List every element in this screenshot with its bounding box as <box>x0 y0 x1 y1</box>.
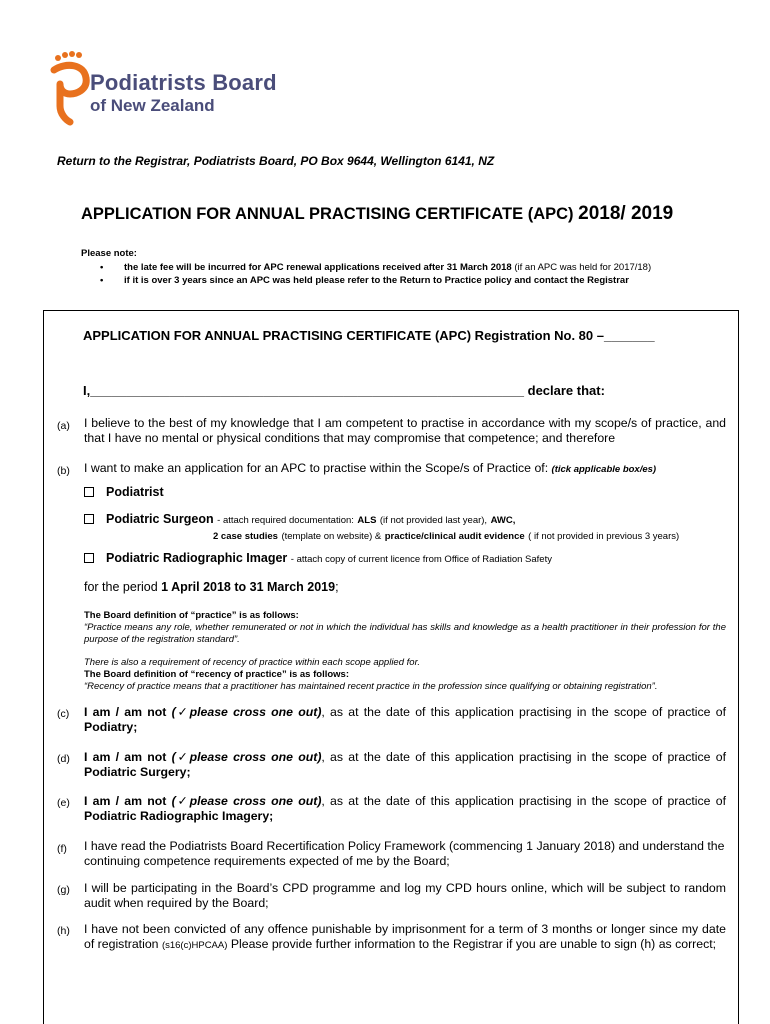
item-label-f: (f) <box>57 843 67 855</box>
surgeon-awc: AWC, <box>490 515 516 526</box>
am-am-not-c[interactable]: I am / am not <box>84 705 167 719</box>
item-label-d: (d) <box>57 753 70 765</box>
scope-text: , as at the date of this application practising in the scope of practice of <box>321 750 726 764</box>
period-line <box>84 580 339 594</box>
cross-note: (✓please cross one out) <box>171 750 322 764</box>
am-am-not-d[interactable]: I am / am not <box>84 750 167 764</box>
podiatrist-checkbox[interactable] <box>84 487 94 497</box>
surgeon-audit: practice/clinical audit evidence <box>384 531 525 542</box>
period-dates: 1 April 2018 to 31 March 2019 <box>161 580 336 594</box>
title-years: 2018/ 2019 <box>578 203 674 224</box>
cross-note: (✓please cross one out) <box>171 794 322 808</box>
item-h-ref: (s16(c)HPCAA) <box>161 940 228 951</box>
def-practice-heading: The Board definition of “practice” is as follows: <box>84 610 299 621</box>
scope-podiatry: Podiatry; <box>84 720 138 734</box>
surgeon-note: (if not provided last year), <box>379 515 488 526</box>
item-label-g: (g) <box>57 884 70 896</box>
def-practice-text: “Practice means any role, whether remunerated or not in which the individual has skills and knowledge as a health practitioner in their profession for the purpose of the registration standard”. <box>84 622 726 645</box>
scope-surgery: Podiatric Surgery; <box>84 765 191 779</box>
foot-logo-icon <box>48 50 92 126</box>
scope-imagery: Podiatric Radiographic Imagery; <box>84 809 274 823</box>
podiatrist-label: Podiatrist <box>106 485 164 499</box>
option-surgeon <box>84 512 515 526</box>
item-d-text <box>84 750 726 780</box>
item-label-b: (b) <box>57 465 70 477</box>
period-pre: for the period <box>84 580 158 594</box>
title-text: APPLICATION FOR ANNUAL PRACTISING CERTIFICATE (APC) <box>81 205 574 223</box>
item-f-text: I have read the Podiatrists Board Recertification Policy Framework (commencing 1 January 2018) and understand the continuing competence requirements expected of me by the Board; <box>84 839 725 868</box>
surgeon-note: - attach required documentation: <box>217 515 354 526</box>
recency-requirement: There is also a requirement of recency of practice within each scope applied for. <box>84 657 421 668</box>
period-post: ; <box>335 580 339 594</box>
logo-subtitle: of New Zealand <box>90 96 215 115</box>
item-label-h: (h) <box>57 925 70 937</box>
item-label-c: (c) <box>57 708 70 720</box>
item-label-e: (e) <box>57 797 70 809</box>
note-item <box>100 275 651 288</box>
option-imager <box>84 551 552 565</box>
return-address: Return to the Registrar, Podiatrists Board, PO Box 9644, Wellington 6141, NZ <box>57 154 495 168</box>
form-header: APPLICATION FOR ANNUAL PRACTISING CERTIFICATE (APC) Registration No. 80 –_______ <box>83 328 655 343</box>
def-recency-heading: The Board definition of “recency of practice” is as follows: <box>84 669 349 680</box>
def-recency-text: “Recency of practice means that a practitioner has maintained recent practice in the profession since qualifying or obtaining registration”. <box>84 681 658 692</box>
item-h-tail: Please provide further information to the Registrar if you are unable to sign (h) as correct; <box>230 937 717 951</box>
option-podiatrist <box>84 485 164 499</box>
note-item-bold: the late fee will be incurred for APC renewal applications received after 31 March 2018 <box>124 262 512 273</box>
item-g-text: I will be participating in the Board’s CPD programme and log my CPD hours online, which will be subject to random audit when required by the Board; <box>84 881 726 910</box>
surgeon-note: (template on website) & <box>281 531 382 542</box>
imager-note: - attach copy of current licence from Office of Radiation Safety <box>290 554 552 565</box>
imager-label: Podiatric Radiographic Imager <box>106 551 288 565</box>
surgeon-cases: 2 case studies <box>213 531 278 542</box>
scope-text: , as at the date of this application practising in the scope of practice of <box>321 705 726 719</box>
item-a-text: I believe to the best of my knowledge that I am competent to practise in accordance with my scope/s of practice, and that I have no mental or physical conditions that may compromise that competence; and therefore <box>84 416 726 445</box>
item-b-text <box>84 461 726 477</box>
am-am-not-e[interactable]: I am / am not <box>84 794 167 808</box>
item-b-main: I want to make an application for an APC to practise within the Scope/s of Practice of: <box>84 461 549 475</box>
scope-text: , as at the date of this application practising in the scope of practice of <box>321 794 726 808</box>
item-b-tick-note: (tick applicable box/es) <box>551 464 657 475</box>
note-list <box>100 262 651 288</box>
surgeon-label: Podiatric Surgeon <box>106 512 214 526</box>
note-item <box>100 262 651 275</box>
surgeon-als: ALS <box>357 515 377 526</box>
note-item-normal: (if an APC was held for 2017/18) <box>514 262 652 273</box>
surgeon-checkbox[interactable] <box>84 514 94 524</box>
surgeon-note: ( if not provided in previous 3 years) <box>528 531 680 542</box>
imager-checkbox[interactable] <box>84 553 94 563</box>
declare-line[interactable]: I,____________________________________________________________ declare that: <box>83 383 605 398</box>
item-label-a: (a) <box>57 420 70 432</box>
note-item-text: if it is over 3 years since an APC was held please refer to the Return to Practice policy and contact the Registrar <box>124 275 629 286</box>
item-h-main: I have not been convicted of any offence punishable by imprisonment for a term of 3 months or longer since my date of registration <box>84 922 726 951</box>
cross-note: (✓please cross one out) <box>171 705 322 719</box>
board-logo <box>48 50 288 130</box>
item-c-text <box>84 705 726 735</box>
item-h-text <box>84 922 726 953</box>
surgeon-docs <box>213 528 679 542</box>
logo-title: Podiatrists Board <box>90 70 277 95</box>
item-e-text <box>84 794 726 824</box>
note-heading: Please note: <box>81 248 137 259</box>
page-title <box>81 203 673 225</box>
